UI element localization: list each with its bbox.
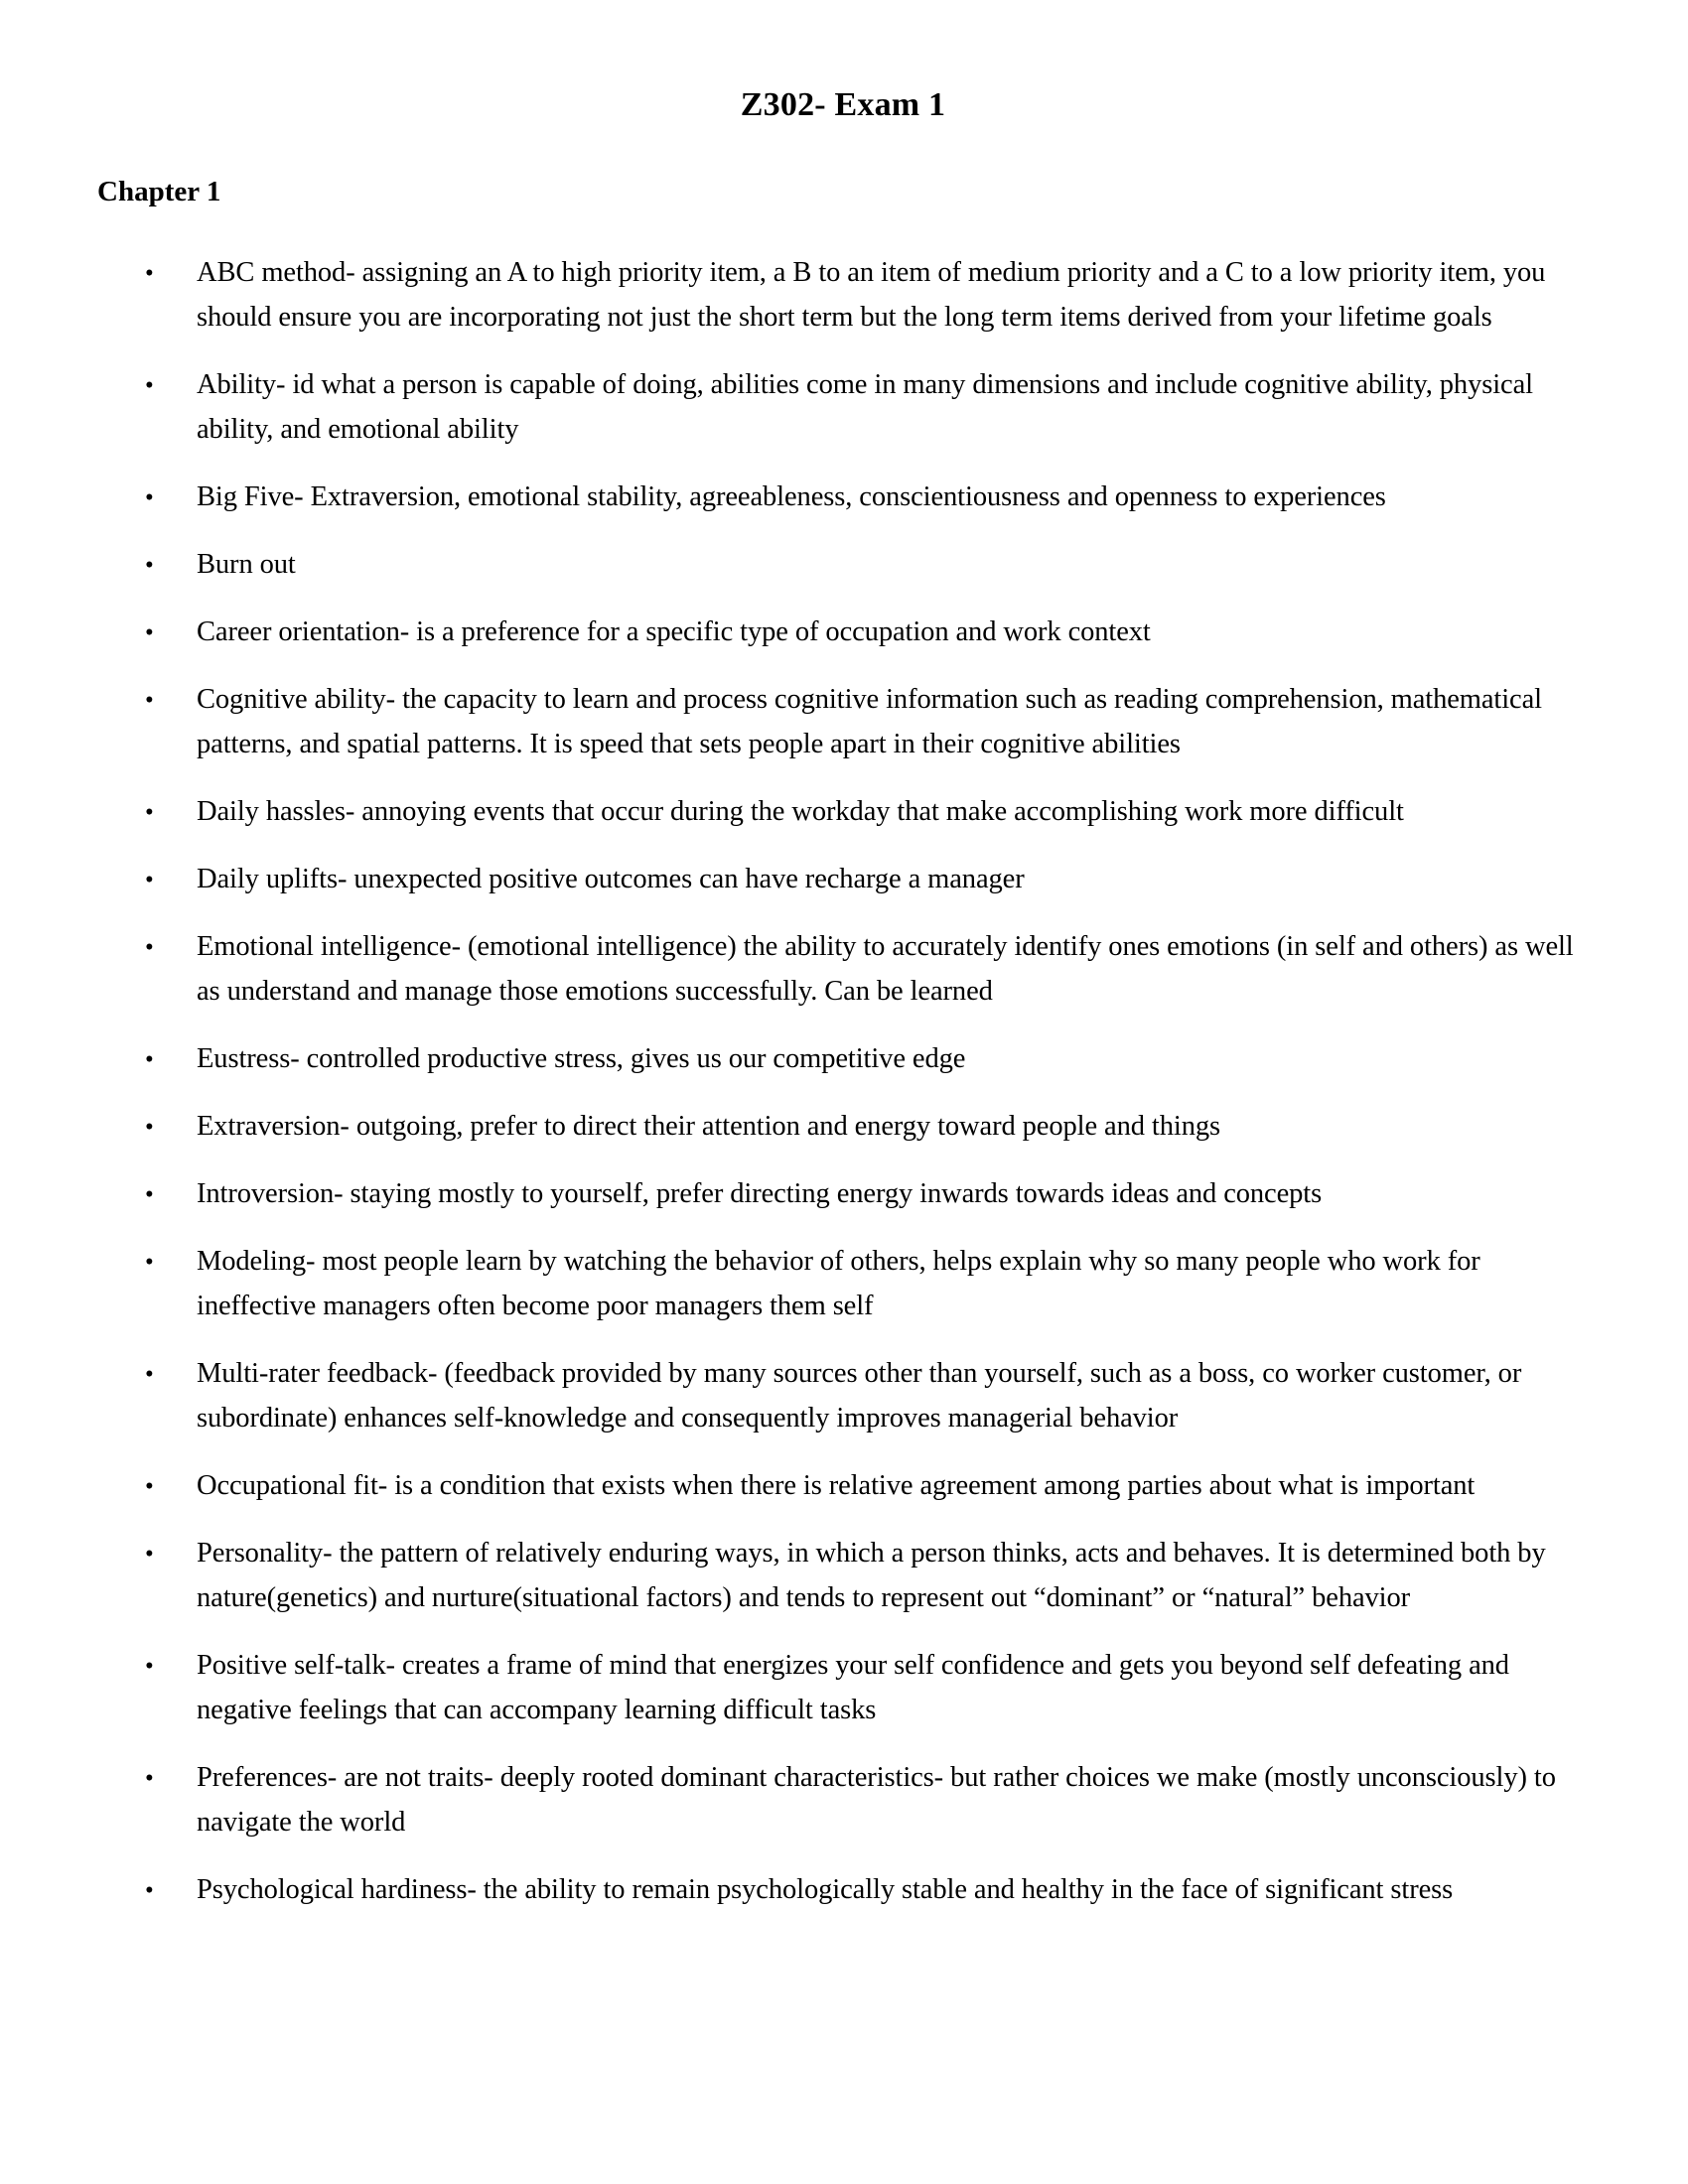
- list-item: [97, 677, 1589, 766]
- list-item: [97, 362, 1589, 452]
- bullet-icon: •: [145, 1765, 154, 1792]
- definition-text: Personality- the pattern of relatively enduring ways, in which a person thinks, acts and behaves. It is determined both by nature(genetics) and nurture(situational factors) and tends to represent out “dominant” or “natural” behavior: [197, 1538, 1546, 1613]
- bullet-icon: •: [145, 1877, 154, 1904]
- definition-text: Psychological hardiness- the ability to remain psychologically stable and healthy in the face of significant stress: [197, 1874, 1454, 1905]
- bullet-icon: •: [145, 867, 154, 893]
- bullet-icon: •: [145, 1046, 154, 1073]
- bullet-icon: •: [145, 1114, 154, 1141]
- definition-text: Preferences- are not traits- deeply rooted dominant characteristics- but rather choices we make (mostly unconsciously) to navigate the world: [197, 1762, 1556, 1838]
- bullet-icon: •: [145, 687, 154, 714]
- page-title: Z302- Exam 1: [740, 86, 946, 123]
- definition-text: Multi-rater feedback- (feedback provided by many sources other than yourself, such as a boss, co worker customer, or subordinate) enhances self-knowledge and consequently improves managerial behavior: [197, 1358, 1522, 1433]
- bullet-icon: •: [145, 934, 154, 961]
- list-item: [97, 475, 1589, 519]
- list-item: [97, 250, 1589, 340]
- list-item: [97, 1643, 1589, 1732]
- list-item: [97, 1171, 1589, 1216]
- bullet-icon: •: [145, 260, 154, 287]
- definition-text: Eustress- controlled productive stress, gives us our competitive edge: [197, 1043, 966, 1074]
- chapter-heading: Chapter 1: [97, 176, 221, 207]
- bullet-icon: •: [145, 1541, 154, 1568]
- bullet-icon: •: [145, 619, 154, 646]
- definition-list: [97, 250, 1589, 1912]
- bullet-icon: •: [145, 1249, 154, 1276]
- bullet-icon: •: [145, 484, 154, 511]
- list-item: [97, 1867, 1589, 1912]
- definition-text: Modeling- most people learn by watching the behavior of others, helps explain why so many people who work for ineffective managers often become poor managers them self: [197, 1246, 1480, 1321]
- list-item: [97, 789, 1589, 834]
- list-item: [97, 1239, 1589, 1328]
- definition-text: Big Five- Extraversion, emotional stability, agreeableness, conscientiousness and openness to experiences: [197, 481, 1386, 512]
- definition-text: Daily uplifts- unexpected positive outcomes can have recharge a manager: [197, 864, 1025, 894]
- list-item: [97, 610, 1589, 654]
- definition-text: Positive self-talk- creates a frame of mind that energizes your self confidence and gets you beyond self defeating and negative feelings that can accompany learning difficult tasks: [197, 1650, 1509, 1725]
- bullet-icon: •: [145, 1473, 154, 1500]
- list-item: [97, 1036, 1589, 1081]
- list-item: [97, 1531, 1589, 1620]
- bullet-icon: •: [145, 552, 154, 579]
- bullet-icon: •: [145, 799, 154, 826]
- definition-text: Burn out: [197, 549, 296, 580]
- bullet-icon: •: [145, 1361, 154, 1388]
- bullet-icon: •: [145, 372, 154, 399]
- definition-text: ABC method- assigning an A to high priority item, a B to an item of medium priority and a C to a low priority item, you should ensure you are incorporating not just the short term but the long term items derived from your lifetime goals: [197, 257, 1546, 333]
- list-item: [97, 1755, 1589, 1844]
- list-item: [97, 857, 1589, 901]
- bullet-icon: •: [145, 1653, 154, 1680]
- list-item: [97, 1104, 1589, 1149]
- definition-text: Ability- id what a person is capable of doing, abilities come in many dimensions and include cognitive ability, physical ability, and emotional ability: [197, 369, 1533, 445]
- list-item: [97, 1463, 1589, 1508]
- definition-text: Daily hassles- annoying events that occur during the workday that make accomplishing work more difficult: [197, 796, 1404, 827]
- definition-text: Occupational fit- is a condition that exists when there is relative agreement among parties about what is important: [197, 1470, 1476, 1501]
- definition-text: Extraversion- outgoing, prefer to direct their attention and energy toward people and things: [197, 1111, 1220, 1142]
- definition-text: Emotional intelligence- (emotional intelligence) the ability to accurately identify ones emotions (in self and others) as well as understand and manage those emotions successfully. Can be learned: [197, 931, 1574, 1007]
- list-item: [97, 542, 1589, 587]
- list-item: [97, 1351, 1589, 1440]
- list-item: [97, 924, 1589, 1014]
- definition-text: Cognitive ability- the capacity to learn and process cognitive information such as reading comprehension, mathematical patterns, and spatial patterns. It is speed that sets people apart in their cognitive abilities: [197, 684, 1542, 759]
- definition-text: Career orientation- is a preference for a specific type of occupation and work context: [197, 616, 1151, 647]
- definition-text: Introversion- staying mostly to yourself, prefer directing energy inwards towards ideas and concepts: [197, 1178, 1323, 1209]
- bullet-icon: •: [145, 1181, 154, 1208]
